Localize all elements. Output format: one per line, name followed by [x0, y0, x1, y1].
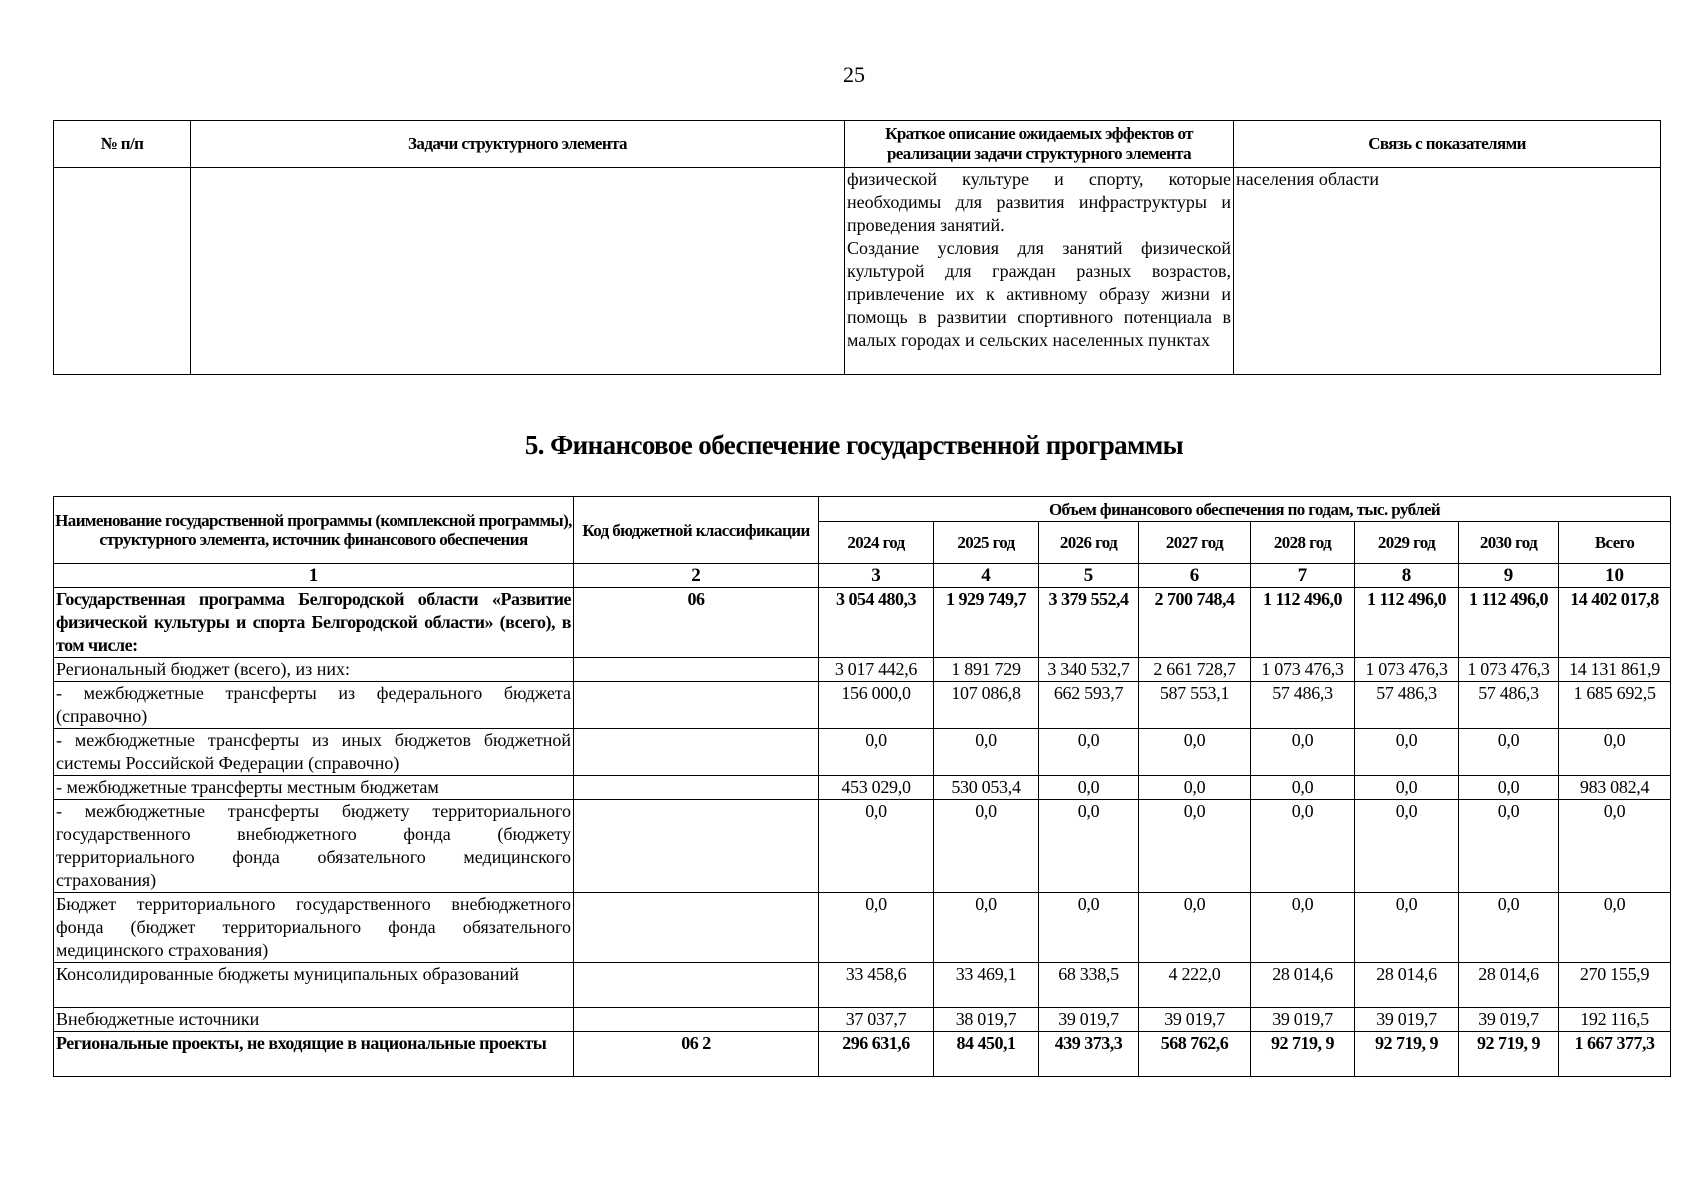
row-year-value: 0,0 — [1139, 776, 1251, 800]
header-year: 2026 год — [1039, 522, 1139, 564]
row-year-value: 530 053,4 — [934, 776, 1039, 800]
row-year-value: 1 073 476,3 — [1355, 658, 1459, 682]
row-year-value: 39 019,7 — [1039, 1008, 1139, 1032]
row-year-value: 92 719, 9 — [1355, 1032, 1459, 1077]
row-year-value: 568 762,6 — [1139, 1032, 1251, 1077]
tasks-table-header-row — [54, 121, 1661, 168]
effects-cell — [845, 168, 1234, 375]
finance-row — [54, 776, 1671, 800]
row-year-value: 1 112 496,0 — [1459, 588, 1559, 658]
row-year-value: 92 719, 9 — [1459, 1032, 1559, 1077]
column-index: 10 — [1559, 564, 1671, 588]
finance-row — [54, 658, 1671, 682]
row-year-value: 296 631,6 — [819, 1032, 934, 1077]
row-year-value: 0,0 — [1355, 776, 1459, 800]
finance-row — [54, 588, 1671, 658]
column-index: 7 — [1251, 564, 1355, 588]
row-code — [574, 682, 819, 729]
row-year-value: 37 037,7 — [819, 1008, 934, 1032]
row-total-value: 983 082,4 — [1559, 776, 1671, 800]
row-year-value: 4 222,0 — [1139, 963, 1251, 1008]
finance-row — [54, 1032, 1671, 1077]
row-year-value: 0,0 — [1355, 800, 1459, 893]
column-index: 1 — [54, 564, 574, 588]
row-code — [574, 800, 819, 893]
column-index: 2 — [574, 564, 819, 588]
row-name: Государственная программа Белгородской области «Развитие физической культуры и спорта Белгородской области» (всего), в том числе: — [54, 588, 574, 658]
row-year-value: 107 086,8 — [934, 682, 1039, 729]
row-year-value: 68 338,5 — [1039, 963, 1139, 1008]
header-year: 2028 год — [1251, 522, 1355, 564]
page-number: 25 — [843, 62, 865, 87]
row-name: - межбюджетные трансферты из иных бюджетов бюджетной системы Российской Федерации (справочно) — [54, 729, 574, 776]
row-year-value: 2 661 728,7 — [1139, 658, 1251, 682]
finance-row — [54, 729, 1671, 776]
row-total-value: 0,0 — [1559, 893, 1671, 963]
row-total-value: 0,0 — [1559, 800, 1671, 893]
header-num: № п/п — [54, 121, 191, 168]
row-total-value: 1 667 377,3 — [1559, 1032, 1671, 1077]
row-total-value: 270 155,9 — [1559, 963, 1671, 1008]
row-year-value: 2 700 748,4 — [1139, 588, 1251, 658]
row-name: - межбюджетные трансферты из федерального бюджета (справочно) — [54, 682, 574, 729]
row-year-value: 39 019,7 — [1459, 1008, 1559, 1032]
finance-row — [54, 800, 1671, 893]
column-index: 5 — [1039, 564, 1139, 588]
finance-row — [54, 963, 1671, 1008]
row-year-value: 587 553,1 — [1139, 682, 1251, 729]
task-num-cell — [54, 168, 191, 375]
header-year: 2025 год — [934, 522, 1039, 564]
row-year-value: 0,0 — [819, 729, 934, 776]
row-year-value: 57 486,3 — [1355, 682, 1459, 729]
header-code: Код бюджетной классификации — [574, 497, 819, 564]
row-total-value: 14 131 861,9 — [1559, 658, 1671, 682]
row-year-value: 92 719, 9 — [1251, 1032, 1355, 1077]
row-year-value: 0,0 — [1459, 893, 1559, 963]
row-code — [574, 658, 819, 682]
header-year: 2030 год — [1459, 522, 1559, 564]
row-year-value: 1 073 476,3 — [1251, 658, 1355, 682]
header-year: 2027 год — [1139, 522, 1251, 564]
row-code: 06 — [574, 588, 819, 658]
finance-row — [54, 682, 1671, 729]
row-year-value: 0,0 — [1039, 776, 1139, 800]
row-year-value: 0,0 — [1459, 729, 1559, 776]
row-year-value: 0,0 — [934, 893, 1039, 963]
row-year-value: 3 054 480,3 — [819, 588, 934, 658]
row-year-value: 0,0 — [1355, 893, 1459, 963]
header-year: 2029 год — [1355, 522, 1459, 564]
row-year-value: 1 112 496,0 — [1251, 588, 1355, 658]
row-name: Региональный бюджет (всего), из них: — [54, 658, 574, 682]
row-name: Консолидированные бюджеты муниципальных образований — [54, 963, 574, 1008]
row-year-value: 39 019,7 — [1139, 1008, 1251, 1032]
row-year-value: 0,0 — [1459, 800, 1559, 893]
finance-row — [54, 1008, 1671, 1032]
row-year-value: 0,0 — [1139, 729, 1251, 776]
row-year-value: 453 029,0 — [819, 776, 934, 800]
row-year-value: 57 486,3 — [1459, 682, 1559, 729]
section-title: 5. Финансовое обеспечение государственной программы — [524, 430, 1184, 460]
row-year-value: 1 112 496,0 — [1355, 588, 1459, 658]
row-year-value: 0,0 — [1139, 893, 1251, 963]
row-year-value: 1 929 749,7 — [934, 588, 1039, 658]
row-year-value: 28 014,6 — [1251, 963, 1355, 1008]
header-effects: Краткое описание ожидаемых эффектов от реализации задачи структурного элемента — [845, 121, 1234, 168]
row-year-value: 0,0 — [1039, 729, 1139, 776]
finance-table — [53, 496, 1671, 1077]
header-tasks: Задачи структурного элемента — [191, 121, 845, 168]
row-year-value: 1 073 476,3 — [1459, 658, 1559, 682]
row-year-value: 57 486,3 — [1251, 682, 1355, 729]
row-year-value: 3 017 442,6 — [819, 658, 934, 682]
row-year-value: 156 000,0 — [819, 682, 934, 729]
column-index: 4 — [934, 564, 1039, 588]
row-year-value: 0,0 — [1139, 800, 1251, 893]
effects-paragraph-1: физической культуре и спорту, которые необходимы для развития инфраструктуры и проведения занятий. — [847, 169, 1231, 235]
row-name: Региональные проекты, не входящие в национальные проекты — [54, 1032, 574, 1077]
row-total-value: 0,0 — [1559, 729, 1671, 776]
row-year-value: 84 450,1 — [934, 1032, 1039, 1077]
row-year-value: 3 340 532,7 — [1039, 658, 1139, 682]
tasks-table — [53, 120, 1661, 375]
header-name: Наименование государственной программы (комплексной программы), структурного элемента, источник финансового обеспечения — [54, 497, 574, 564]
row-year-value: 0,0 — [1355, 729, 1459, 776]
row-code — [574, 1008, 819, 1032]
column-index: 9 — [1459, 564, 1559, 588]
header-year: 2024 год — [819, 522, 934, 564]
row-year-value: 0,0 — [819, 800, 934, 893]
row-code: 06 2 — [574, 1032, 819, 1077]
row-year-value: 0,0 — [1039, 800, 1139, 893]
column-index: 3 — [819, 564, 934, 588]
row-total-value: 1 685 692,5 — [1559, 682, 1671, 729]
indicators-cell: населения области — [1234, 168, 1661, 375]
finance-header-row-1 — [54, 497, 1671, 522]
finance-row — [54, 893, 1671, 963]
task-name-cell — [191, 168, 845, 375]
row-year-value: 1 891 729 — [934, 658, 1039, 682]
row-year-value: 0,0 — [1251, 893, 1355, 963]
row-year-value: 3 379 552,4 — [1039, 588, 1139, 658]
row-year-value: 662 593,7 — [1039, 682, 1139, 729]
row-year-value: 38 019,7 — [934, 1008, 1039, 1032]
row-name: Внебюджетные источники — [54, 1008, 574, 1032]
row-year-value: 0,0 — [1251, 800, 1355, 893]
row-code — [574, 963, 819, 1008]
row-year-value: 0,0 — [1251, 729, 1355, 776]
row-year-value: 439 373,3 — [1039, 1032, 1139, 1077]
row-year-value: 0,0 — [1459, 776, 1559, 800]
row-year-value: 28 014,6 — [1459, 963, 1559, 1008]
row-year-value: 39 019,7 — [1251, 1008, 1355, 1032]
header-volume: Объем финансового обеспечения по годам, тыс. рублей — [819, 497, 1671, 522]
row-name: - межбюджетные трансферты местным бюджетам — [54, 776, 574, 800]
row-total-value: 192 116,5 — [1559, 1008, 1671, 1032]
row-year-value: 0,0 — [819, 893, 934, 963]
row-year-value: 0,0 — [1251, 776, 1355, 800]
column-index: 8 — [1355, 564, 1459, 588]
row-year-value: 33 469,1 — [934, 963, 1039, 1008]
row-total-value: 14 402 017,8 — [1559, 588, 1671, 658]
row-year-value: 33 458,6 — [819, 963, 934, 1008]
row-year-value: 0,0 — [934, 729, 1039, 776]
header-indicators: Связь с показателями — [1234, 121, 1661, 168]
row-name: - межбюджетные трансферты бюджету территориального государственного внебюджетного фонда (бюджету территориального фонда обязательного медицинского страхования) — [54, 800, 574, 893]
column-index: 6 — [1139, 564, 1251, 588]
header-total: Всего — [1559, 522, 1671, 564]
row-year-value: 0,0 — [934, 800, 1039, 893]
row-code — [574, 893, 819, 963]
row-code — [574, 776, 819, 800]
column-index-row — [54, 564, 1671, 588]
row-name: Бюджет территориального государственного внебюджетного фонда (бюджет территориального фонда обязательного медицинского страхования) — [54, 893, 574, 963]
row-year-value: 0,0 — [1039, 893, 1139, 963]
tasks-table-row — [54, 168, 1661, 375]
row-code — [574, 729, 819, 776]
row-year-value: 28 014,6 — [1355, 963, 1459, 1008]
row-year-value: 39 019,7 — [1355, 1008, 1459, 1032]
effects-paragraph-2: Создание условия для занятий физической культурой для граждан разных возрастов, привлечение их к активному образу жизни и помощь в развитии спортивного потенциала в малых городах и сельских населенных пунктах — [847, 238, 1231, 350]
